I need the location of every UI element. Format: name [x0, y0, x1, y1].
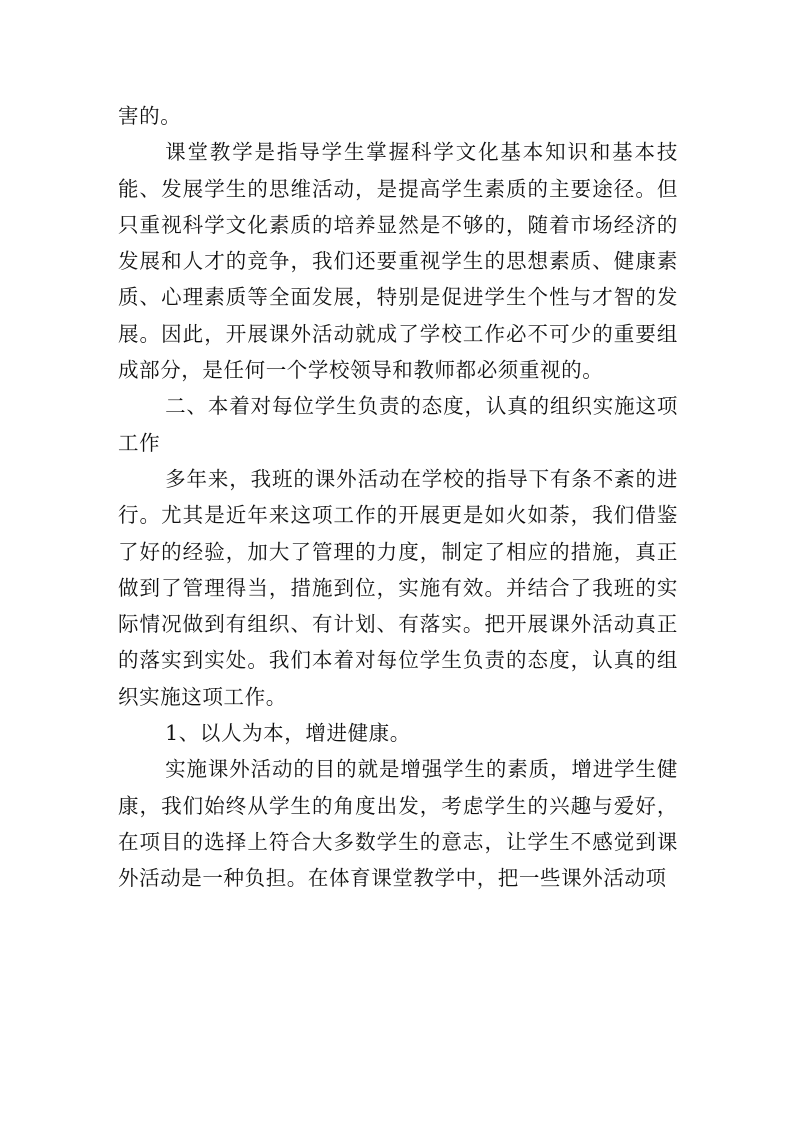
paragraph-classroom-teaching: 课堂教学是指导学生掌握科学文化基本知识和基本技能、发展学生的思维活动，是提高学生素质的主要途径。但只重视科学文化素质的培养显然是不够的，随着市场经济的发展和人才的竞争，我们还要重视学生的思想素质、健康素质、心理素质等全面发展，特别是促进学生个性与才智的发展。因此，开展课外活动就成了学校工作必不可少的重要组成部分，是任何一个学校领导和教师都必须重视的。 — [118, 140, 678, 383]
subheading-people-oriented: 1、以人为本，增进健康。 — [165, 721, 411, 746]
document-body — [118, 98, 678, 897]
paragraph-years-of-activity: 多年来，我班的课外活动在学校的指导下有条不紊的进行。尤其是近年来这项工作的开展更是如火如荼，我们借鉴了好的经验，加大了管理的力度，制定了相应的措施，真正做到了管理得当，措施到位，实施有效。并结合了我班的实际情况做到有组织、有计划、有落实。把开展课外活动真正的落实到实处。我们本着对每位学生负责的态度，认真的组织实施这项工作。 — [118, 466, 678, 709]
paragraph-continuation: 害的。 — [118, 104, 182, 128]
paragraph-purpose: 实施课外活动的目的就是增强学生的素质，增进学生健康，我们始终从学生的角度出发，考虑学生的兴趣与爱好，在项目的选择上符合大多数学生的意志，让学生不感觉到课外活动是一种负担。在体育课堂教学中，把一些课外活动项 — [118, 757, 678, 891]
section-heading-two: 二、本着对每位学生负责的态度，认真的组织实施这项工作 — [118, 394, 678, 455]
